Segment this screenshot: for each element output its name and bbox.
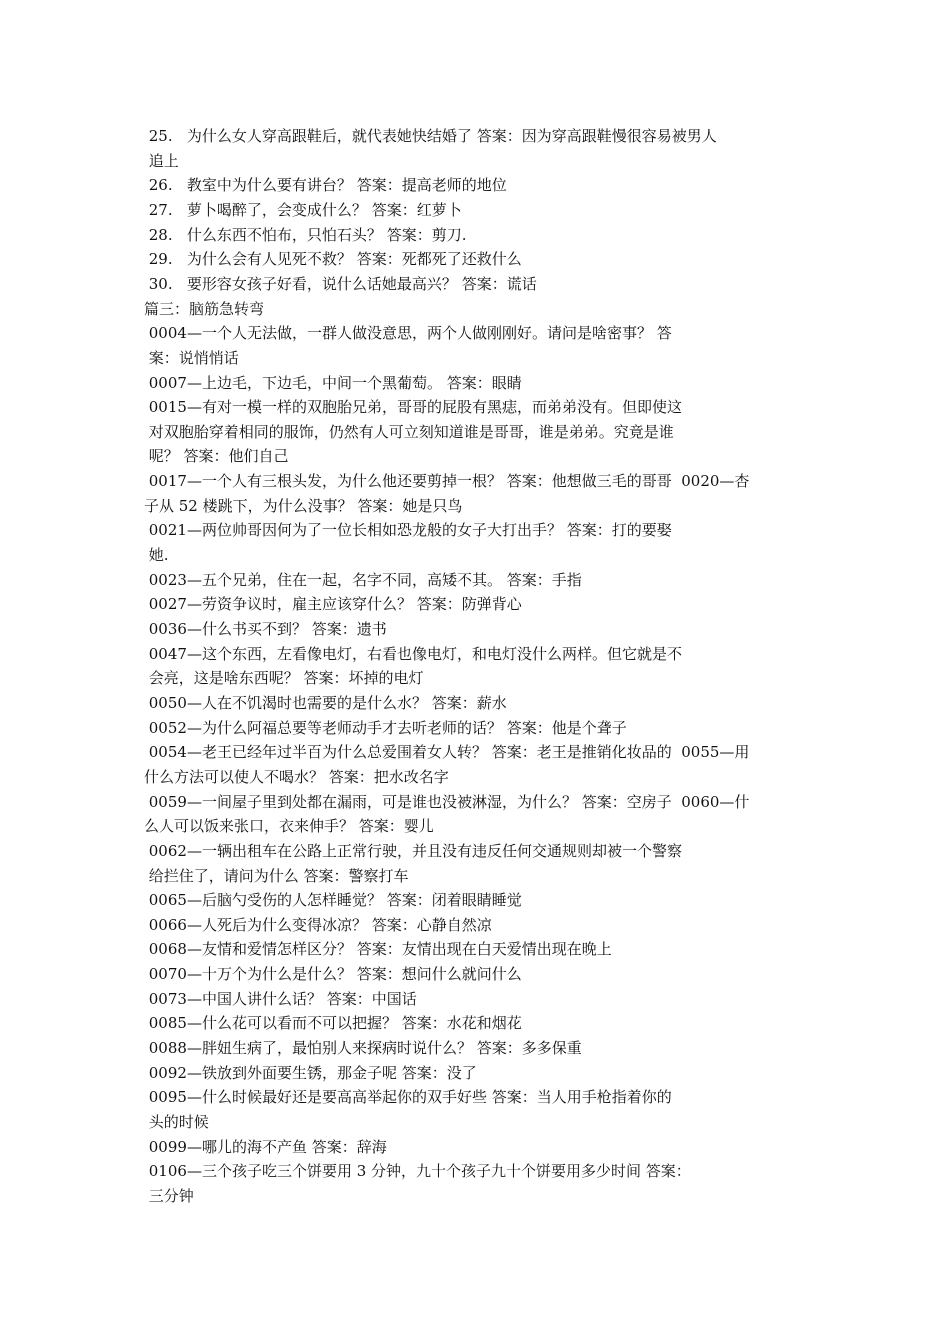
text-line: 给拦住了，请问为什么 答案：警察打车 xyxy=(144,867,409,885)
text-line: 0007—上边毛，下边毛，中间一个黑葡萄。 答案：眼睛 xyxy=(144,374,522,392)
text-line: 0065—后脑勺受伤的人怎样睡觉？ 答案：闭着眼睛睡觉 xyxy=(144,891,522,909)
text-line: 追上 xyxy=(144,152,179,170)
text-line: 0047—这个东西，左看像电灯，右看也像电灯，和电灯没什么两样。但它就是不 xyxy=(144,645,682,663)
text-line: 0106—三个孩子吃三个饼要用 3 分钟，九十个孩子九十个饼要用多少时间 答案： xyxy=(144,1162,691,1180)
text-line: 0073—中国人讲什么话？ 答案：中国话 xyxy=(144,990,417,1008)
text-line: 26. 教室中为什么要有讲台？ 答案：提高老师的地位 xyxy=(144,176,507,194)
text-line: 0036—什么书买不到？ 答案：遗书 xyxy=(144,620,387,638)
text-line: 0088—胖妞生病了，最怕别人来探病时说什么？ 答案：多多保重 xyxy=(144,1039,582,1057)
text-line: 0095—什么时候最好还是要高高举起你的双手好些 答案：当人用手枪指着你的 xyxy=(144,1088,672,1106)
text-line: 对双胞胎穿着相同的服饰，仍然有人可立刻知道谁是哥哥，谁是弟弟。究竟是谁 xyxy=(144,423,674,441)
text-line: 25. 为什么女人穿高跟鞋后，就代表她快结婚了 答案：因为穿高跟鞋慢很容易被男人 xyxy=(144,127,717,145)
text-line: 30. 要形容女孩子好看，说什么话她最高兴？ 答案：谎话 xyxy=(144,275,537,293)
text-line: 0052—为什么阿福总要等老师动手才去听老师的话？ 答案：他是个聋子 xyxy=(144,719,627,737)
text-line: 29. 为什么会有人见死不救？ 答案：死都死了还救什么 xyxy=(144,250,522,268)
text-line: 0066—人死后为什么变得冰凉？ 答案：心静自然凉 xyxy=(144,916,492,934)
text-line: 么人可以饭来张口，衣来伸手？ 答案：婴儿 xyxy=(144,817,434,835)
text-line: 子从 52 楼跳下，为什么没事？ 答案：她是只鸟 xyxy=(144,497,463,515)
text-line: 0070—十万个为什么是什么？ 答案：想问什么就问什么 xyxy=(144,965,522,983)
text-line: 0062—一辆出租车在公路上正常行驶，并且没有违反任何交通规则却被一个警察 xyxy=(144,842,682,860)
text-line: 0027—劳资争议时，雇主应该穿什么？ 答案：防弹背心 xyxy=(144,595,522,613)
text-line: 0004—一个人无法做，一群人做没意思，两个人做刚刚好。请问是啥密事？ 答 xyxy=(144,324,672,342)
text-line: 她. xyxy=(144,546,169,564)
text-line: 什么方法可以使人不喝水？ 答案：把水改名字 xyxy=(144,768,449,786)
text-line: 呢？ 答案：他们自己 xyxy=(144,447,289,465)
text-line: 0021—两位帅哥因何为了一位长相如恐龙般的女子大打出手？ 答案：打的要娶 xyxy=(144,521,672,539)
text-line: 0092—铁放到外面要生锈，那金子呢 答案：没了 xyxy=(144,1064,477,1082)
text-line: 案：说悄悄话 xyxy=(144,349,239,367)
text-line: 27. 萝卜喝醉了，会变成什么？ 答案：红萝卜 xyxy=(144,201,462,219)
text-line: 篇三：脑筋急转弯 xyxy=(144,300,265,318)
text-line: 0099—哪儿的海不产鱼 答案：辞海 xyxy=(144,1138,387,1156)
text-line: 0023—五个兄弟，住在一起，名字不同，高矮不其。 答案：手指 xyxy=(144,571,582,589)
text-line: 会亮，这是啥东西呢？ 答案：坏掉的电灯 xyxy=(144,669,424,687)
text-line: 0068—友情和爱情怎样区分？ 答案：友情出现在白天爱情出现在晚上 xyxy=(144,940,612,958)
text-line: 0050—人在不饥渴时也需要的是什么水？ 答案：薪水 xyxy=(144,694,507,712)
text-line: 28. 什么东西不怕布，只怕石头？ 答案：剪刀. xyxy=(144,226,467,244)
text-line: 0017—一个人有三根头发，为什么他还要剪掉一根？ 答案：他想做三毛的哥哥 0020—杏 xyxy=(144,472,750,490)
text-line: 三分钟 xyxy=(144,1187,194,1205)
text-line: 0054—老王已经年过半百为什么总爱围着女人转？ 答案：老王是推销化妆品的 0055—用 xyxy=(144,743,750,761)
text-line: 0015—有对一模一样的双胞胎兄弟，哥哥的屁股有黑痣，而弟弟没有。但即使这 xyxy=(144,398,682,416)
text-line: 0059—一间屋子里到处都在漏雨，可是谁也没被淋湿，为什么？ 答案：空房子 0060—什 xyxy=(144,793,750,811)
text-line: 头的时候 xyxy=(144,1113,209,1131)
text-line: 0085—什么花可以看而不可以把握？ 答案：水花和烟花 xyxy=(144,1014,522,1032)
